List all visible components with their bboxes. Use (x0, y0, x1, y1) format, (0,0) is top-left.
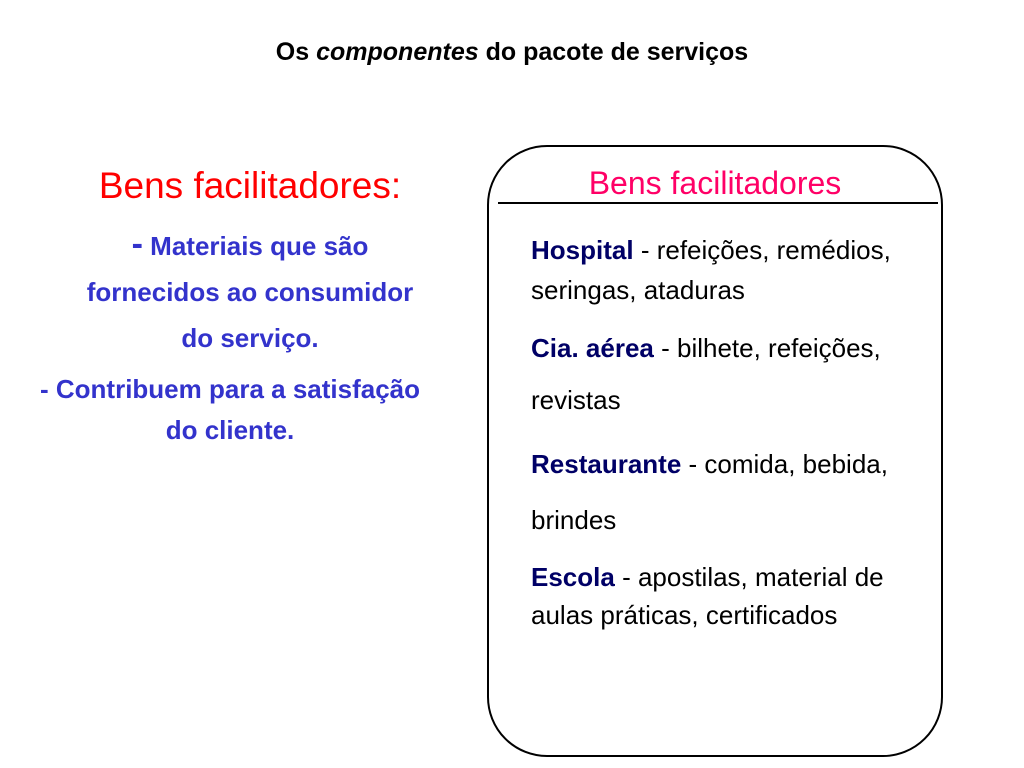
entry-description: - bilhete, refeições, revistas (531, 333, 881, 415)
slide-title (0, 38, 1024, 67)
definition-bullet-2: - Contribuem para a satisfação do cliente. (40, 374, 420, 445)
example-entry-restaurant (531, 436, 891, 548)
examples-heading: Bens facilitadores (588, 165, 842, 201)
entry-description: - refeições, remédios, seringas, ataduras (531, 235, 891, 305)
title-prefix: Os (275, 38, 310, 66)
title-emphasis: componentes (316, 38, 479, 66)
example-entry-hospital (531, 230, 891, 310)
entry-name: Escola (531, 562, 615, 592)
examples-list (531, 230, 891, 634)
bullet-dash: - (131, 225, 143, 263)
entry-description: - comida, bebida, brindes (531, 449, 888, 535)
definition-panel (40, 165, 460, 451)
entry-name: Hospital (531, 235, 634, 265)
definition-heading: Bens facilitadores: (98, 165, 402, 206)
entry-name: Restaurante (531, 449, 682, 479)
title-suffix: do pacote de serviços (485, 38, 749, 66)
bullet-1-text: Materiais que são fornecidos ao consumidor do serviço. (86, 231, 414, 353)
example-entry-school (531, 558, 891, 634)
example-entry-airline (531, 322, 891, 426)
entry-description: - apostilas, material de aulas práticas, certificados (531, 562, 884, 630)
heading-underline (498, 202, 938, 204)
definition-bullet-1 (70, 221, 430, 361)
entry-name: Cia. aérea (531, 333, 654, 363)
